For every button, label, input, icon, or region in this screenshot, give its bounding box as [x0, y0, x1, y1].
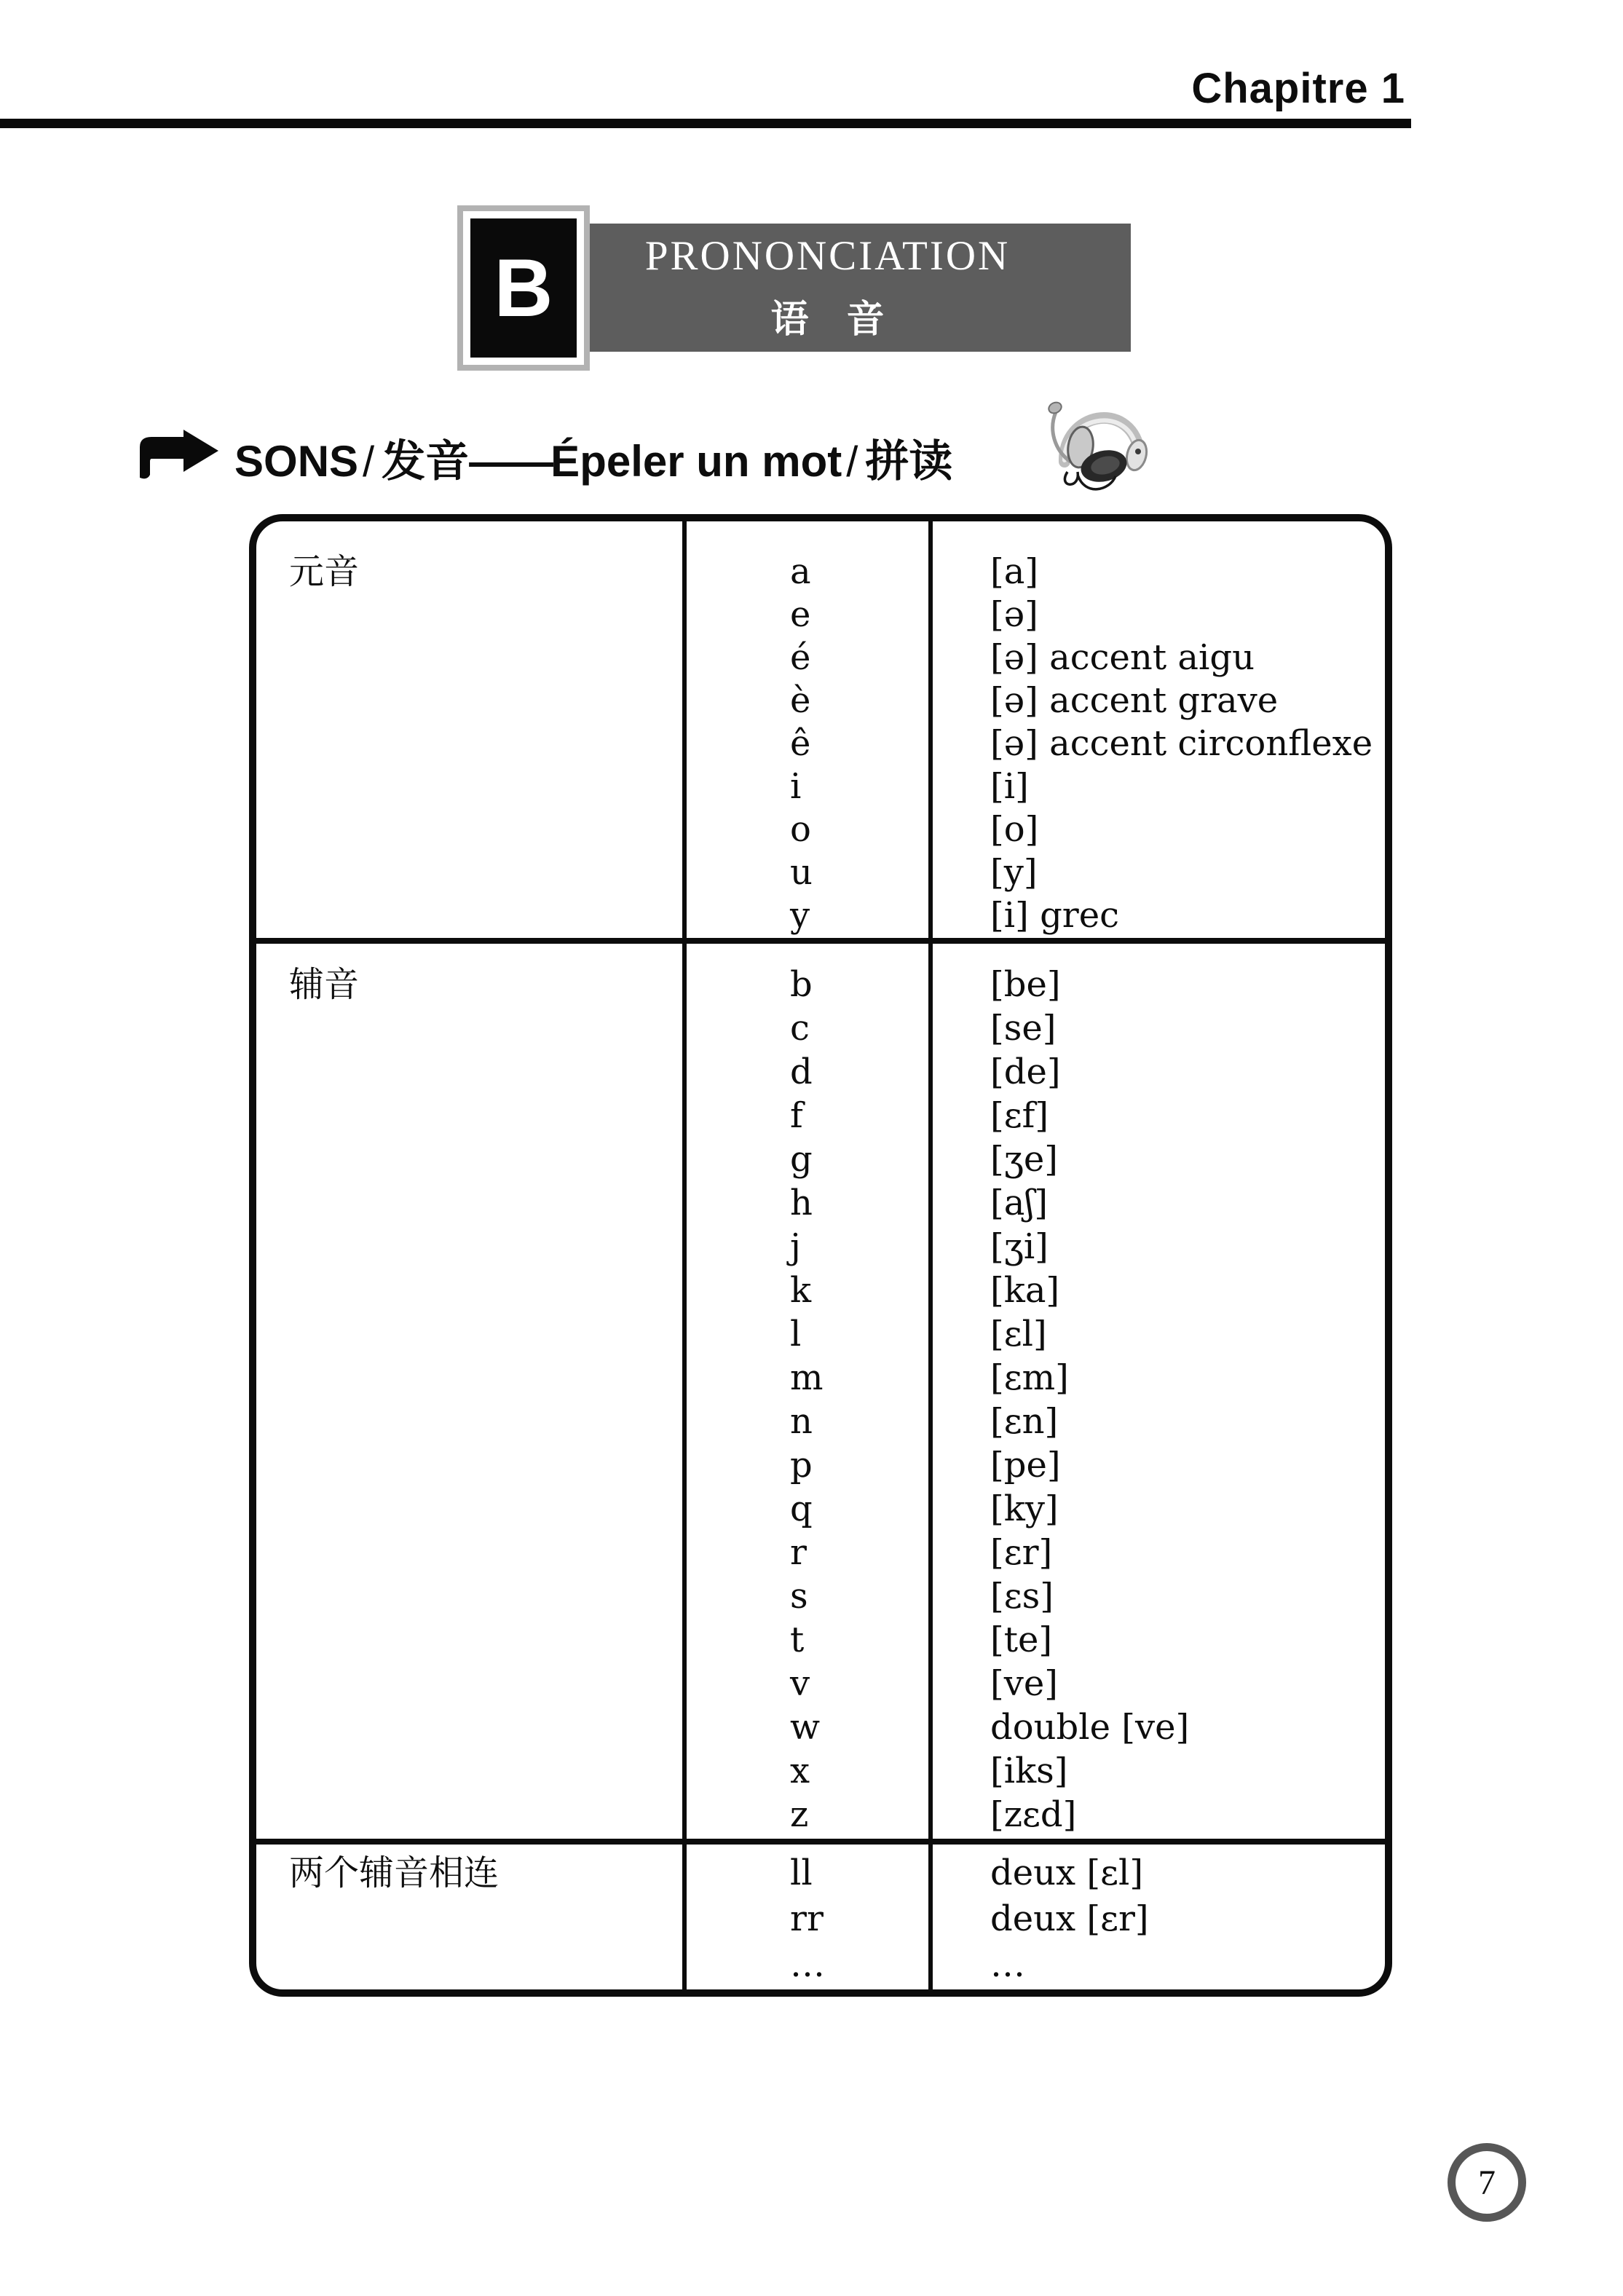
- category-label: 辅音: [289, 964, 360, 1005]
- section-banner: [590, 224, 1131, 352]
- letter: y: [790, 895, 810, 936]
- pronunciation: [de]: [990, 1052, 1061, 1092]
- letter: ê: [790, 723, 811, 764]
- letter: n: [790, 1401, 813, 1442]
- heading-epeler: Épeler un mot: [550, 437, 842, 486]
- letter: a: [790, 551, 811, 592]
- banner-subtitle: 语 音: [770, 299, 885, 341]
- letter: s: [790, 1576, 808, 1617]
- pronunciation: double [ve]: [990, 1707, 1190, 1748]
- pronunciation: [ʒe]: [990, 1139, 1058, 1180]
- pronunciation: …: [990, 1944, 1025, 1985]
- pronunciation: [ɛl]: [990, 1314, 1047, 1354]
- letter: v: [790, 1663, 810, 1704]
- pronunciation: [ə] accent grave: [990, 680, 1279, 721]
- pronunciation: [a]: [990, 551, 1039, 592]
- letter: u: [790, 852, 813, 893]
- section-letter-box: [457, 205, 590, 371]
- pronunciation: [ky]: [990, 1488, 1059, 1529]
- letter: f: [790, 1095, 803, 1136]
- letter: rr: [790, 1898, 824, 1939]
- letter: ll: [790, 1853, 813, 1893]
- pronunciation: [ə] accent aigu: [990, 637, 1255, 678]
- pronunciation: [ɛm]: [990, 1357, 1069, 1398]
- heading-sons: SONS: [234, 437, 359, 486]
- letter: x: [790, 1751, 810, 1791]
- section-letter: B: [494, 242, 553, 334]
- letter: z: [790, 1794, 809, 1835]
- section-letter-frame: [463, 211, 584, 365]
- header-rule: [0, 119, 1411, 128]
- table-row: [256, 521, 1385, 938]
- letter: h: [790, 1183, 813, 1223]
- letter: r: [790, 1532, 807, 1573]
- pronunciation: [ɛn]: [990, 1401, 1059, 1442]
- pronunciation: [ɛf]: [990, 1095, 1049, 1136]
- pronunciation: [iks]: [990, 1751, 1068, 1791]
- chapter-title: Chapitre 1: [1191, 65, 1405, 112]
- table-row: [256, 1839, 1385, 1989]
- letter: è: [790, 680, 811, 721]
- letter: é: [790, 637, 811, 678]
- category-label: 两个辅音相连: [289, 1853, 499, 1893]
- heading-slash-2: /: [846, 438, 858, 486]
- letter: t: [790, 1620, 805, 1660]
- letters-column: [682, 944, 928, 1839]
- pronunciation: deux [ɛl]: [990, 1853, 1144, 1893]
- heading-dash: ——: [469, 437, 551, 486]
- letters-column: [682, 521, 928, 938]
- pronunciations-column: [928, 944, 1385, 1839]
- page-number: 7: [1478, 2163, 1496, 2202]
- letter: g: [790, 1139, 813, 1180]
- letter: m: [790, 1357, 824, 1398]
- section-letter-core: [470, 218, 577, 358]
- letter: j: [790, 1226, 801, 1267]
- letter: …: [790, 1944, 825, 1985]
- letter: q: [790, 1488, 813, 1529]
- letter: p: [790, 1445, 813, 1486]
- heading-slash-1: /: [363, 438, 375, 486]
- pronunciations-column: [928, 1845, 1385, 1989]
- pronunciation: [aʃ]: [990, 1183, 1049, 1223]
- category-label: 元音: [289, 551, 360, 592]
- letter: d: [790, 1052, 813, 1092]
- pronunciations-column: [928, 521, 1385, 938]
- table-row: [256, 938, 1385, 1839]
- letter: w: [790, 1707, 821, 1748]
- page-number-badge: [1448, 2143, 1526, 2222]
- pronunciation: [ʒi]: [990, 1226, 1049, 1267]
- pronunciation: [be]: [990, 964, 1061, 1005]
- pronunciation: [i]: [990, 766, 1029, 807]
- pronunciation: [pe]: [990, 1445, 1061, 1486]
- letter: i: [790, 766, 802, 807]
- pronunciation: [ɛr]: [990, 1532, 1053, 1573]
- pronunciation: [zɛd]: [990, 1794, 1077, 1835]
- headset-icon: [1040, 389, 1155, 491]
- banner-title: PRONONCIATION: [644, 233, 1011, 279]
- letter: b: [790, 964, 813, 1005]
- pronunciation: [ka]: [990, 1270, 1060, 1311]
- letter: e: [790, 594, 811, 635]
- letter: k: [790, 1270, 812, 1311]
- pronunciation: deux [ɛr]: [990, 1898, 1149, 1939]
- heading-pindu: 拼读: [865, 437, 953, 486]
- section-heading-text: [234, 427, 952, 489]
- pronunciation: [se]: [990, 1008, 1057, 1049]
- pronunciation: [o]: [990, 809, 1039, 850]
- letter: l: [790, 1314, 802, 1354]
- pronunciation: [ə]: [990, 594, 1038, 635]
- pronunciation-table: [249, 514, 1392, 1997]
- right-arrow-icon: [135, 430, 221, 484]
- letter: c: [790, 1008, 810, 1049]
- pronunciation: [y]: [990, 852, 1038, 893]
- pronunciation: [ve]: [990, 1663, 1058, 1704]
- letter: o: [790, 809, 811, 850]
- pronunciation: [te]: [990, 1620, 1053, 1660]
- pronunciation: [ɛs]: [990, 1576, 1054, 1617]
- heading-fayin: 发音: [382, 437, 470, 486]
- pronunciation: [ə] accent circonflexe: [990, 723, 1373, 764]
- letters-column: [682, 1845, 928, 1989]
- pronunciation: [i] grec: [990, 895, 1120, 936]
